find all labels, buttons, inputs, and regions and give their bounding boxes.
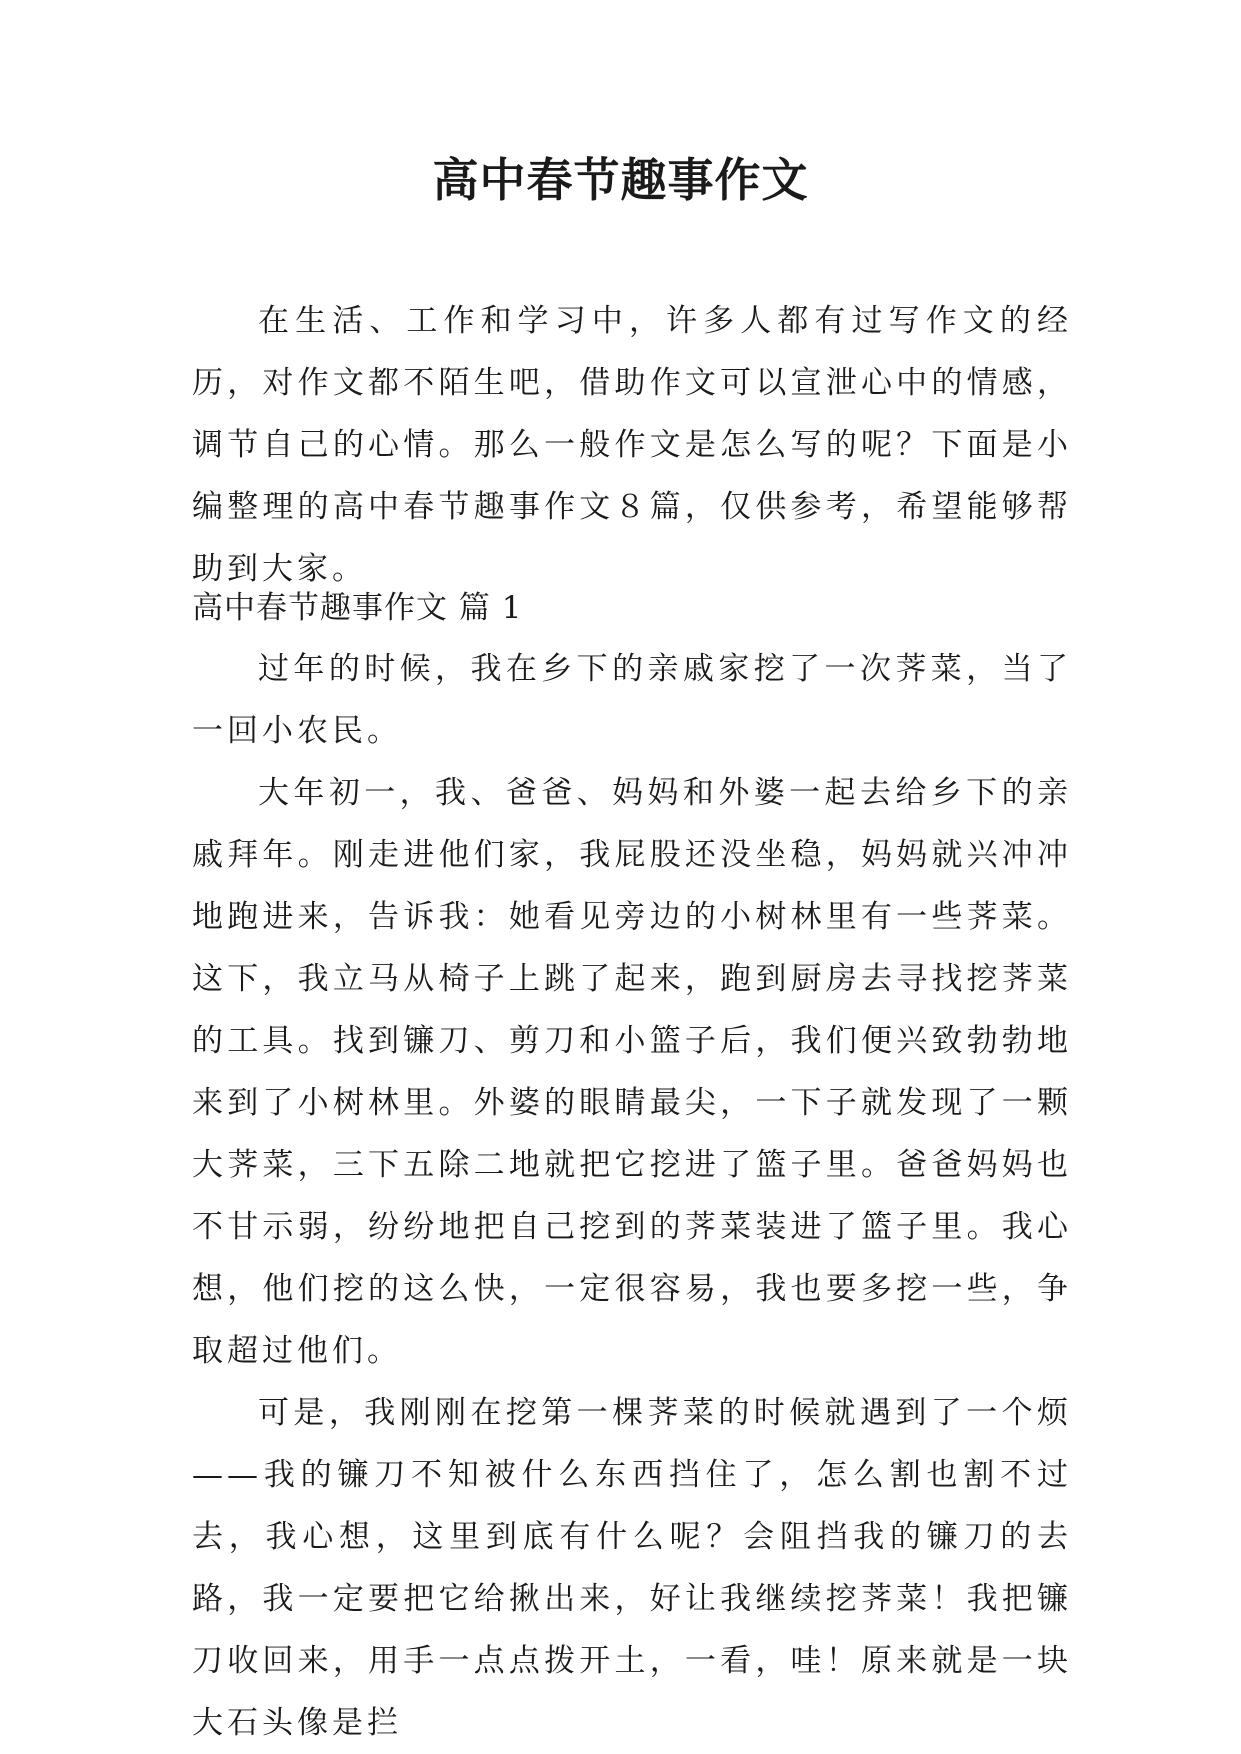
article-section-1 xyxy=(192,578,1072,1754)
section-heading: 高中春节趣事作文 篇 1 xyxy=(192,590,523,626)
body-paragraph-3: 可是，我刚刚在挖第一棵荠菜的时候就遇到了一个烦——我的镰刀不知被什么东西挡住了，怎么割也割不过去，我心想，这里到底有什么呢？会阻挡我的镰刀的去路，我一定要把它给揪出来，好让我继续挖荠菜！我把镰刀收回来，用手一点点拨开土，一看，哇！原来就是一块大石头像是拦 xyxy=(192,1395,1072,1741)
document-title: 高中春节趣事作文 xyxy=(432,153,809,207)
body-paragraph-1: 过年的时候，我在乡下的亲戚家挖了一次荠菜，当了一回小农民。 xyxy=(192,651,1072,749)
intro-paragraph: 在生活、工作和学习中，许多人都有过写作文的经历，对作文都不陌生吧，借助作文可以宣泄心中的情感，调节自己的心情。那么一般作文是怎么写的呢？下面是小编整理的高中春节趣事作文８篇，仅供参考，希望能够帮助到大家。 xyxy=(192,303,1072,587)
body-paragraph-2: 大年初一，我、爸爸、妈妈和外婆一起去给乡下的亲戚拜年。刚走进他们家，我屁股还没坐稳，妈妈就兴冲冲地跑进来，告诉我：她看见旁边的小树林里有一些荠菜。这下，我立马从椅子上跳了起来，跑到厨房去寻找挖荠菜的工具。找到镰刀、剪刀和小篮子后，我们便兴致勃勃地来到了小树林里。外婆的眼睛最尖，一下子就发现了一颗大荠菜，三下五除二地就把它挖进了篮子里。爸爸妈妈也不甘示弱，纷纷地把自己挖到的荠菜装进了篮子里。我心想，他们挖的这么快，一定很容易，我也要多挖一些，争取超过他们。 xyxy=(192,775,1072,1369)
